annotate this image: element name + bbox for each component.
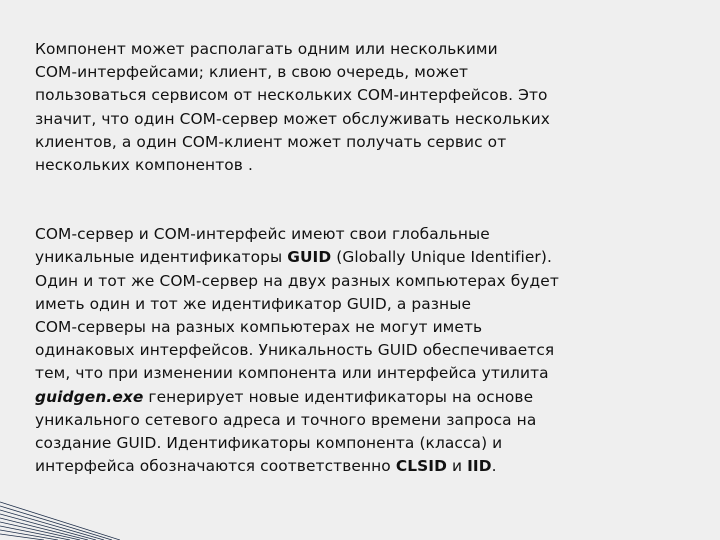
text-segment: . xyxy=(491,457,497,476)
term-guidgen: guidgen.exe xyxy=(35,387,144,406)
text-line: СОМ-интерфейсами; клиент, в свою очередь, может xyxy=(35,63,469,82)
text-line xyxy=(35,455,685,478)
text-line: тем, что при изменении компонента или интерфейса утилита xyxy=(35,364,549,383)
text-line: иметь один и тот же идентификатор GUID, а разные xyxy=(35,294,472,313)
text-line: нескольких компонентов . xyxy=(35,156,253,175)
text-line: уникального сетевого адреса и точного времени запроса на xyxy=(35,410,537,429)
text-line: значит, что один СОМ-сервер может обслуживать нескольких xyxy=(35,109,550,128)
text-line: Один и тот же СОМ-сервер на двух разных компьютерах будет xyxy=(35,271,559,290)
paragraph-com-components xyxy=(35,38,685,177)
term-iid: IID xyxy=(467,457,492,476)
text-line xyxy=(35,386,685,409)
text-segment: (Globally Unique Identifier). xyxy=(331,248,552,267)
term-guid: GUID xyxy=(287,248,332,267)
text-line: СОМ-сервер и СОМ-интерфейс имеют свои глобальные xyxy=(35,225,490,244)
text-segment: уникальные идентификаторы xyxy=(35,248,288,267)
text-line xyxy=(35,246,685,269)
text-line: создание GUID. Идентификаторы компонента (класса) и xyxy=(35,434,503,453)
text-content xyxy=(35,38,685,478)
term-clsid: CLSID xyxy=(395,457,448,476)
text-segment: генерирует новые идентификаторы на основе xyxy=(143,387,534,406)
text-line: Компонент может располагать одним или несколькими xyxy=(35,40,498,58)
text-segment: интерфейса обозначаются соответственно xyxy=(35,457,396,476)
text-line: одинаковых интерфейсов. Уникальность GUID обеспечивается xyxy=(35,341,555,360)
text-line: клиентов, а один СОМ-клиент может получать сервис от xyxy=(35,132,507,151)
text-line: пользоваться сервисом от нескольких СОМ-интерфейсов. Это xyxy=(35,86,548,105)
text-segment: и xyxy=(447,457,468,476)
paragraph-guid xyxy=(35,223,685,478)
text-line: СОМ-серверы на разных компьютерах не могут иметь xyxy=(35,318,483,337)
